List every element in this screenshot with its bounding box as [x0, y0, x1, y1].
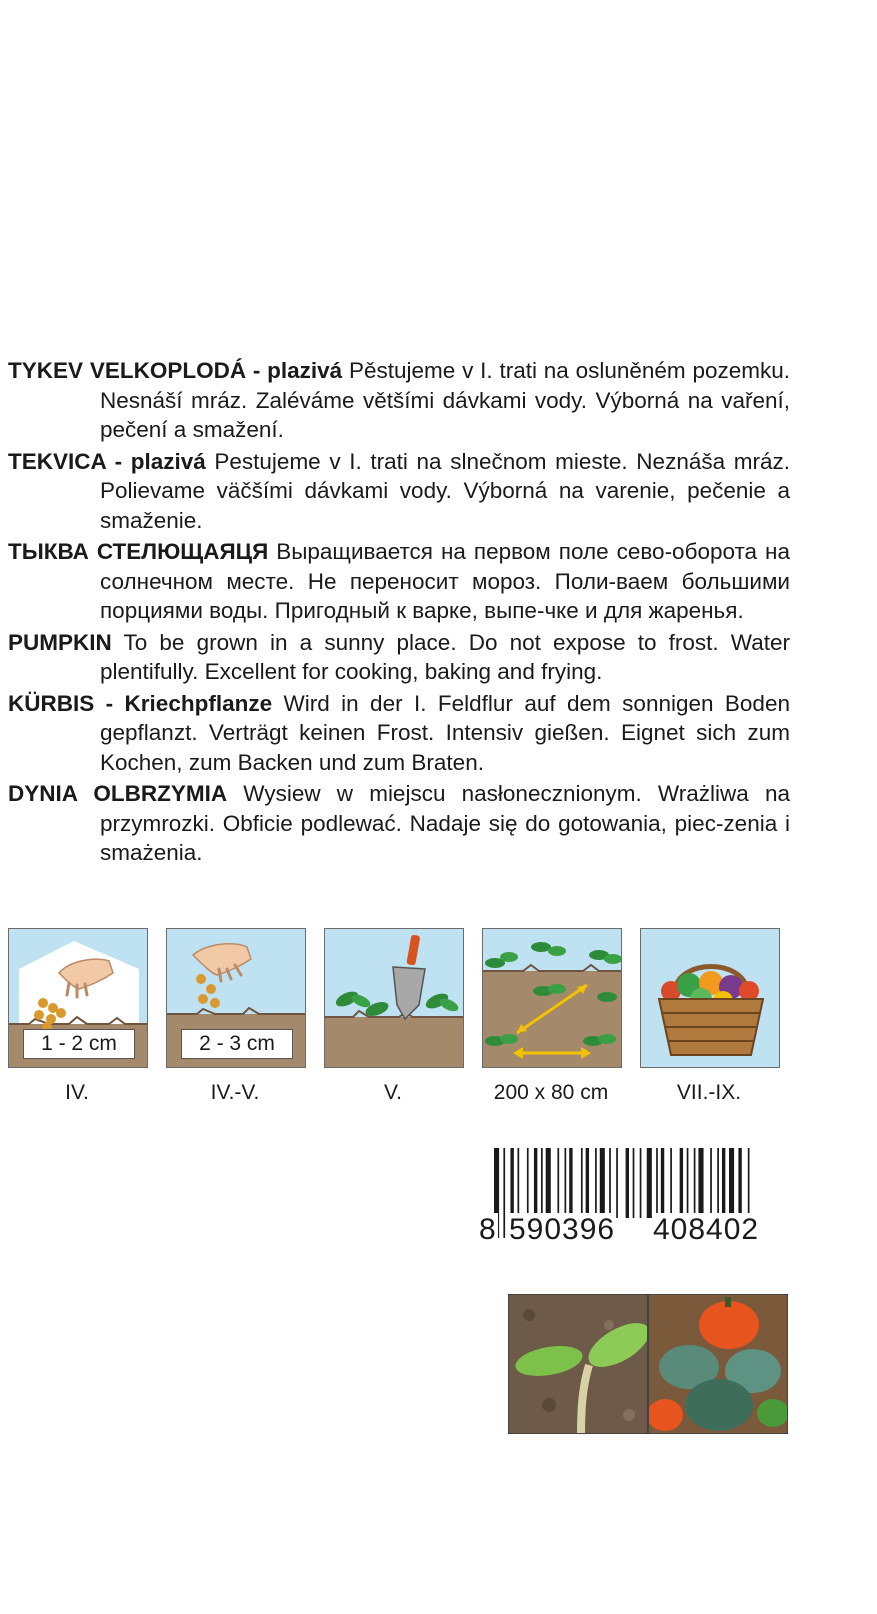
transplanting-trowel-icon	[324, 928, 464, 1068]
barcode-bar	[541, 1148, 543, 1218]
barcode-bar	[680, 1148, 683, 1218]
barcode-bar	[527, 1148, 529, 1218]
entry-title: ТЫКВА СТЕЛЮЩАЯЦЯ	[8, 539, 269, 564]
entry-text: Pěstujeme v I. trati na osluněném pozemku. Nesnáší mráz. Zaléváme většími dávkami vody. Výborná na vaření, pečení a smažení.	[100, 358, 790, 442]
barcode-bar	[656, 1148, 658, 1218]
barcode-bar	[661, 1148, 664, 1218]
barcode-bar	[647, 1148, 652, 1218]
barcode-bar	[626, 1148, 629, 1218]
barcode-bar	[565, 1148, 567, 1218]
barcode-bar	[534, 1148, 537, 1218]
barcode-bar	[710, 1148, 712, 1218]
barcode-bar	[670, 1148, 672, 1218]
entry-cs	[8, 356, 790, 445]
entry-text: Wysiew w miejscu nasłonecznionym. Wrażliwa na przymrozki. Obficie podlewać. Nadaje się do gotowania, piec-zenia i smażenia.	[100, 781, 790, 865]
barcode-bar	[687, 1148, 689, 1218]
harvest-caption: VII.-IX.	[676, 1081, 742, 1104]
barcode-bar	[698, 1148, 703, 1218]
entry-pl	[8, 779, 790, 868]
barcode-bar	[729, 1148, 734, 1218]
entry-title: KÜRBIS - Kriechpflanze	[8, 690, 273, 716]
barcode-bar	[557, 1148, 559, 1218]
plant-spacing-icon	[482, 928, 622, 1068]
entry-en	[8, 628, 790, 687]
barcode-bar	[640, 1148, 642, 1218]
barcode-bar	[616, 1148, 618, 1218]
barcode-bar	[518, 1148, 520, 1218]
barcode-bar	[722, 1148, 725, 1218]
barcode-digits-left: 590396	[509, 1213, 616, 1246]
barcode-bar	[694, 1148, 696, 1218]
pumpkins-photo	[648, 1294, 788, 1434]
entry-text: Wird in der I. Feldflur auf dem sonnigen Boden gepflanzt. Verträgt keinen Frost. Intensiv gießen. Eignet sich zum Kochen, zum Backen und zum Braten.	[100, 690, 790, 775]
description-list	[8, 356, 790, 868]
barcode-bar	[609, 1148, 611, 1218]
seedling-photo	[508, 1294, 648, 1434]
barcode-bar	[569, 1148, 572, 1218]
harvest-basket-icon	[640, 928, 780, 1068]
entry-de	[8, 689, 790, 778]
instruction-panels	[0, 928, 877, 1104]
entry-ru	[8, 537, 790, 626]
entry-title: DYNIA OLBRZYMIA	[8, 781, 228, 806]
timing-caption: IV.	[65, 1081, 89, 1104]
barcode-digit-prefix: 8	[479, 1213, 497, 1246]
barcode-bar	[717, 1148, 719, 1218]
entry-title: TEKVICA - plazivá	[8, 448, 206, 474]
entry-title: TYKEV VELKOPLODÁ - plazivá	[8, 358, 343, 383]
entry-title: PUMPKIN	[8, 629, 112, 655]
entry-text: Pestujeme v I. trati na slnečnom mieste. Neznáša mráz. Polievame väčšími dávkami vody. Výborná na varenie, pečenie a smaženie.	[100, 448, 790, 533]
entry-sk	[8, 447, 790, 536]
barcode-bar	[600, 1148, 605, 1218]
barcode-bar	[595, 1148, 597, 1218]
entry-text: To be grown in a sunny place. Do not expose to frost. Water plentifully. Excellent for cooking, baking and frying.	[100, 629, 790, 684]
barcode-bar	[586, 1148, 589, 1218]
barcode-digits	[479, 1213, 802, 1247]
entry-text: Выращивается на первом поле сево-оборота на солнечном месте. Не переносит мороз. Поли-ваем большими порциями воды. Пригодный к варке, выпе-чке и для жаренья.	[100, 539, 790, 623]
timing-caption: IV.-V.	[210, 1081, 260, 1104]
timing-caption: V.	[384, 1081, 402, 1104]
barcode-bar	[546, 1148, 551, 1218]
barcode-bar	[510, 1148, 513, 1218]
barcode-digits-right: 408402	[653, 1213, 760, 1246]
outdoor-sowing-icon	[166, 928, 306, 1068]
barcode-bar	[581, 1148, 583, 1218]
sowing-depth-label: 2 - 3 cm	[181, 1029, 293, 1059]
barcode-bar	[633, 1148, 635, 1218]
sowing-depth-label: 1 - 2 cm	[23, 1029, 135, 1059]
greenhouse-sowing-icon	[8, 928, 148, 1068]
spacing-caption: 200 x 80 cm	[493, 1081, 609, 1104]
